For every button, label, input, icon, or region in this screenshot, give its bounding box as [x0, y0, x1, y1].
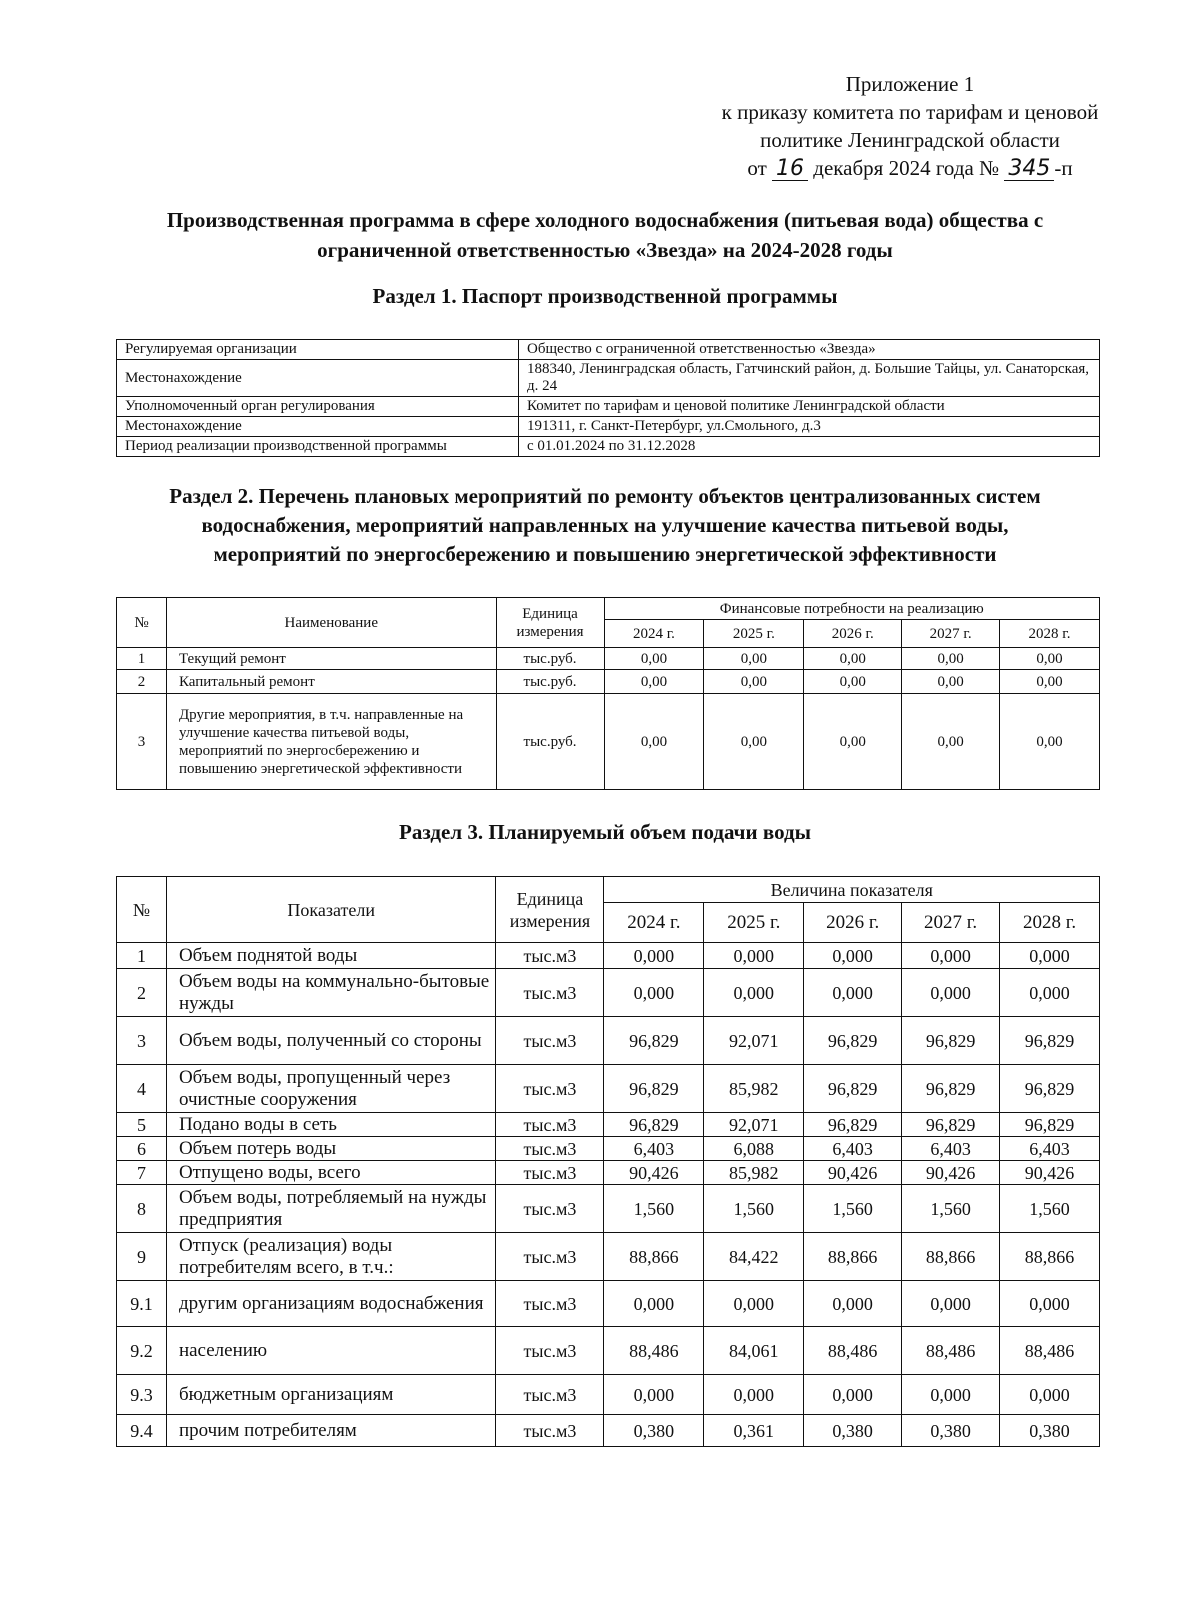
passport-table-body: [117, 340, 1100, 457]
water-row-name: Объем воды, потребляемый на нужды предприятия: [166, 1185, 496, 1233]
water-row-num: 9.1: [117, 1281, 167, 1327]
measures-row-num: 1: [117, 648, 167, 670]
measures-value-cell: 0,00: [804, 694, 902, 790]
water-row-num: 8: [117, 1185, 167, 1233]
measures-row-name: Капитальный ремонт: [166, 670, 496, 694]
passport-key: Уполномоченный орган регулирования: [117, 397, 519, 417]
water-volume-table-head: [117, 877, 1100, 943]
water-value-cell: 84,422: [704, 1233, 804, 1281]
measures-col-name: Наименование: [166, 598, 496, 648]
water-year-header: 2027 г.: [902, 903, 1000, 943]
water-value-cell: 0,000: [902, 943, 1000, 969]
measures-year-header: 2028 г.: [1000, 620, 1100, 648]
water-value-cell: 1,560: [704, 1185, 804, 1233]
water-row-name: населению: [166, 1327, 496, 1375]
measures-row-unit: тыс.руб.: [496, 694, 604, 790]
water-value-cell: 1,560: [804, 1185, 902, 1233]
water-row: [117, 1113, 1100, 1137]
water-row-unit: тыс.м3: [496, 1065, 604, 1113]
water-row-name: Отпуск (реализация) воды потребителям всего, в т.ч.:: [166, 1233, 496, 1281]
water-value-cell: 0,000: [804, 969, 902, 1017]
measures-value-cell: 0,00: [604, 648, 704, 670]
water-value-cell: 96,829: [604, 1017, 704, 1065]
water-row-num: 2: [117, 969, 167, 1017]
water-head-row-1: [117, 877, 1100, 903]
document-title: [110, 205, 1100, 265]
water-row: [117, 1233, 1100, 1281]
water-value-cell: 0,361: [704, 1415, 804, 1447]
water-row: [117, 1375, 1100, 1415]
water-value-cell: 0,000: [804, 1281, 902, 1327]
measures-row: [117, 670, 1100, 694]
water-value-cell: 1,560: [902, 1185, 1000, 1233]
water-row-unit: тыс.м3: [496, 1281, 604, 1327]
water-value-cell: 0,000: [604, 1375, 704, 1415]
water-col-unit: Единица измерения: [496, 877, 604, 943]
water-row: [117, 1185, 1100, 1233]
water-value-cell: 0,000: [704, 969, 804, 1017]
section2-title: [110, 482, 1100, 569]
water-value-cell: 1,560: [604, 1185, 704, 1233]
measures-value-cell: 0,00: [704, 670, 804, 694]
water-row-unit: тыс.м3: [496, 943, 604, 969]
annex-order-line: к приказу комитета по тарифам и ценовой: [721, 100, 1099, 124]
passport-row: [117, 360, 1100, 397]
water-value-cell: 96,829: [804, 1065, 902, 1113]
section2-title-line-3: мероприятий по энергосбережению и повышению энергетической эффективности: [213, 542, 997, 566]
water-value-cell: 0,000: [604, 969, 704, 1017]
water-row: [117, 969, 1100, 1017]
water-value-cell: 88,866: [804, 1233, 902, 1281]
measures-year-header: 2026 г.: [804, 620, 902, 648]
water-row-num: 6: [117, 1137, 167, 1161]
water-value-cell: 0,000: [704, 1281, 804, 1327]
water-row-name: Объем воды, пропущенный через очистные сооружения: [166, 1065, 496, 1113]
water-value-cell: 96,829: [604, 1065, 704, 1113]
water-value-cell: 96,829: [1000, 1065, 1100, 1113]
measures-value-cell: 0,00: [902, 670, 1000, 694]
water-row-num: 9.4: [117, 1415, 167, 1447]
water-value-cell: 0,380: [804, 1415, 902, 1447]
section2-title-line-1: Раздел 2. Перечень плановых мероприятий по ремонту объектов централизованных систем: [169, 484, 1041, 508]
water-row-unit: тыс.м3: [496, 1185, 604, 1233]
measures-value-cell: 0,00: [902, 694, 1000, 790]
document-title-line-1: Производственная программа в сфере холодного водоснабжения (питьевая вода) общества с: [166, 208, 1044, 232]
measures-value-cell: 0,00: [1000, 694, 1100, 790]
water-value-cell: 0,000: [1000, 1281, 1100, 1327]
water-value-cell: 0,000: [604, 1281, 704, 1327]
annex-label: Приложение 1: [845, 72, 975, 96]
water-row: [117, 1065, 1100, 1113]
passport-row: [117, 340, 1100, 360]
handwritten-day: 16: [772, 158, 808, 181]
passport-row: [117, 397, 1100, 417]
water-value-cell: 96,829: [604, 1113, 704, 1137]
water-value-cell: 6,403: [804, 1137, 902, 1161]
water-row-num: 5: [117, 1113, 167, 1137]
water-value-cell: 96,829: [1000, 1113, 1100, 1137]
water-value-cell: 0,000: [1000, 943, 1100, 969]
measures-row: [117, 648, 1100, 670]
passport-row: [117, 417, 1100, 437]
water-value-cell: 85,982: [704, 1065, 804, 1113]
measures-col-unit: Единица измерения: [496, 598, 604, 648]
measures-value-cell: 0,00: [704, 648, 804, 670]
measures-value-cell: 0,00: [1000, 648, 1100, 670]
water-value-cell: 6,403: [604, 1137, 704, 1161]
water-col-group: Величина показателя: [604, 877, 1100, 903]
annex-policy-line: политике Ленинградской области: [760, 128, 1060, 152]
annex-date-line: [690, 154, 1130, 182]
water-value-cell: 90,426: [1000, 1161, 1100, 1185]
water-value-cell: 0,000: [902, 1375, 1000, 1415]
measures-row-unit: тыс.руб.: [496, 670, 604, 694]
water-value-cell: 96,829: [902, 1065, 1000, 1113]
measures-row-unit: тыс.руб.: [496, 648, 604, 670]
annex-header: [690, 70, 1130, 182]
measures-head-row-1: [117, 598, 1100, 620]
water-row-num: 7: [117, 1161, 167, 1185]
water-row: [117, 1415, 1100, 1447]
water-volume-table: [116, 876, 1100, 1447]
passport-value: Комитет по тарифам и ценовой политике Ленинградской области: [519, 397, 1100, 417]
measures-col-num: №: [117, 598, 167, 648]
water-row-name: Подано воды в сеть: [166, 1113, 496, 1137]
water-year-header: 2028 г.: [1000, 903, 1100, 943]
water-value-cell: 96,829: [1000, 1017, 1100, 1065]
water-value-cell: 0,000: [902, 1281, 1000, 1327]
water-row: [117, 943, 1100, 969]
water-value-cell: 90,426: [902, 1161, 1000, 1185]
passport-key: Местонахождение: [117, 360, 519, 397]
handwritten-number: 345: [1004, 158, 1054, 181]
water-row-name: Объем воды на коммунально-бытовые нужды: [166, 969, 496, 1017]
water-value-cell: 0,000: [902, 969, 1000, 1017]
water-value-cell: 0,000: [704, 1375, 804, 1415]
water-row-name: Объем воды, полученный со стороны: [166, 1017, 496, 1065]
measures-value-cell: 0,00: [604, 670, 704, 694]
water-value-cell: 96,829: [804, 1017, 902, 1065]
water-value-cell: 0,000: [704, 943, 804, 969]
water-value-cell: 88,866: [902, 1233, 1000, 1281]
measures-value-cell: 0,00: [804, 648, 902, 670]
water-value-cell: 84,061: [704, 1327, 804, 1375]
water-value-cell: 6,088: [704, 1137, 804, 1161]
measures-row-name: Другие мероприятия, в т.ч. направленные на улучшение качества питьевой воды, мероприятий по энергосбережению и повышению энергетической эффективности: [166, 694, 496, 790]
water-value-cell: 0,000: [1000, 969, 1100, 1017]
measures-row: [117, 694, 1100, 790]
water-row-unit: тыс.м3: [496, 1113, 604, 1137]
water-row-unit: тыс.м3: [496, 1137, 604, 1161]
passport-value: с 01.01.2024 по 31.12.2028: [519, 437, 1100, 457]
water-row-num: 9.3: [117, 1375, 167, 1415]
water-row: [117, 1017, 1100, 1065]
water-value-cell: 88,866: [1000, 1233, 1100, 1281]
water-value-cell: 6,403: [1000, 1137, 1100, 1161]
measures-value-cell: 0,00: [604, 694, 704, 790]
water-value-cell: 0,380: [604, 1415, 704, 1447]
date-middle: декабря 2024 года №: [813, 156, 1000, 180]
water-value-cell: 85,982: [704, 1161, 804, 1185]
water-value-cell: 88,486: [902, 1327, 1000, 1375]
water-year-header: 2024 г.: [604, 903, 704, 943]
measures-row-num: 3: [117, 694, 167, 790]
water-row-num: 9.2: [117, 1327, 167, 1375]
water-year-header: 2026 г.: [804, 903, 902, 943]
measures-row-num: 2: [117, 670, 167, 694]
water-value-cell: 0,000: [804, 1375, 902, 1415]
water-value-cell: 96,829: [902, 1017, 1000, 1065]
water-row-unit: тыс.м3: [496, 969, 604, 1017]
measures-value-cell: 0,00: [902, 648, 1000, 670]
measures-year-header: 2025 г.: [704, 620, 804, 648]
measures-table-head: [117, 598, 1100, 648]
water-col-name: Показатели: [166, 877, 496, 943]
water-value-cell: 6,403: [902, 1137, 1000, 1161]
water-row-name: прочим потребителям: [166, 1415, 496, 1447]
number-suffix: -п: [1054, 156, 1073, 180]
water-row-unit: тыс.м3: [496, 1017, 604, 1065]
water-row-num: 4: [117, 1065, 167, 1113]
water-row-name: Объем поднятой воды: [166, 943, 496, 969]
water-row-name: Объем потерь воды: [166, 1137, 496, 1161]
water-col-num: №: [117, 877, 167, 943]
section1-title: Раздел 1. Паспорт производственной программы: [372, 284, 838, 308]
measures-value-cell: 0,00: [704, 694, 804, 790]
water-value-cell: 88,486: [604, 1327, 704, 1375]
water-row: [117, 1161, 1100, 1185]
measures-value-cell: 0,00: [1000, 670, 1100, 694]
passport-key: Местонахождение: [117, 417, 519, 437]
water-value-cell: 88,486: [1000, 1327, 1100, 1375]
water-row-name: Отпущено воды, всего: [166, 1161, 496, 1185]
water-row-num: 1: [117, 943, 167, 969]
water-row: [117, 1137, 1100, 1161]
water-value-cell: 96,829: [902, 1113, 1000, 1137]
water-row-num: 9: [117, 1233, 167, 1281]
water-row-num: 3: [117, 1017, 167, 1065]
water-value-cell: 96,829: [804, 1113, 902, 1137]
water-value-cell: 92,071: [704, 1113, 804, 1137]
passport-value: 191311, г. Санкт-Петербург, ул.Смольного, д.3: [519, 417, 1100, 437]
water-row: [117, 1281, 1100, 1327]
water-row-unit: тыс.м3: [496, 1161, 604, 1185]
water-value-cell: 0,380: [902, 1415, 1000, 1447]
water-value-cell: 92,071: [704, 1017, 804, 1065]
water-value-cell: 0,000: [1000, 1375, 1100, 1415]
passport-value: 188340, Ленинградская область, Гатчинский район, д. Большие Тайцы, ул. Санаторская, д. 24: [519, 360, 1100, 397]
water-value-cell: 0,000: [604, 943, 704, 969]
passport-key: Регулируемая организации: [117, 340, 519, 360]
measures-row-name: Текущий ремонт: [166, 648, 496, 670]
water-row-unit: тыс.м3: [496, 1415, 604, 1447]
passport-table: [116, 339, 1100, 457]
water-value-cell: 90,426: [604, 1161, 704, 1185]
passport-key: Период реализации производственной программы: [117, 437, 519, 457]
water-value-cell: 1,560: [1000, 1185, 1100, 1233]
measures-value-cell: 0,00: [804, 670, 902, 694]
measures-year-header: 2027 г.: [902, 620, 1000, 648]
date-prefix: от: [747, 156, 767, 180]
water-value-cell: 88,866: [604, 1233, 704, 1281]
water-row-name: бюджетным организациям: [166, 1375, 496, 1415]
measures-table-body: [117, 648, 1100, 790]
measures-col-group: Финансовые потребности на реализацию: [604, 598, 1099, 620]
water-year-header: 2025 г.: [704, 903, 804, 943]
measures-year-header: 2024 г.: [604, 620, 704, 648]
water-value-cell: 0,380: [1000, 1415, 1100, 1447]
passport-row: [117, 437, 1100, 457]
passport-value: Общество с ограниченной ответственностью «Звезда»: [519, 340, 1100, 360]
water-row-unit: тыс.м3: [496, 1375, 604, 1415]
water-value-cell: 88,486: [804, 1327, 902, 1375]
water-row-name: другим организациям водоснабжения: [166, 1281, 496, 1327]
water-row: [117, 1327, 1100, 1375]
section2-title-line-2: водоснабжения, мероприятий направленных на улучшение качества питьевой воды,: [201, 513, 1009, 537]
document-title-line-2: ограниченной ответственностью «Звезда» на 2024-2028 годы: [317, 238, 893, 262]
water-value-cell: 90,426: [804, 1161, 902, 1185]
measures-table: [116, 597, 1100, 790]
water-row-unit: тыс.м3: [496, 1233, 604, 1281]
section3-title: Раздел 3. Планируемый объем подачи воды: [399, 820, 811, 844]
water-volume-table-body: [117, 943, 1100, 1447]
water-value-cell: 0,000: [804, 943, 902, 969]
water-row-unit: тыс.м3: [496, 1327, 604, 1375]
